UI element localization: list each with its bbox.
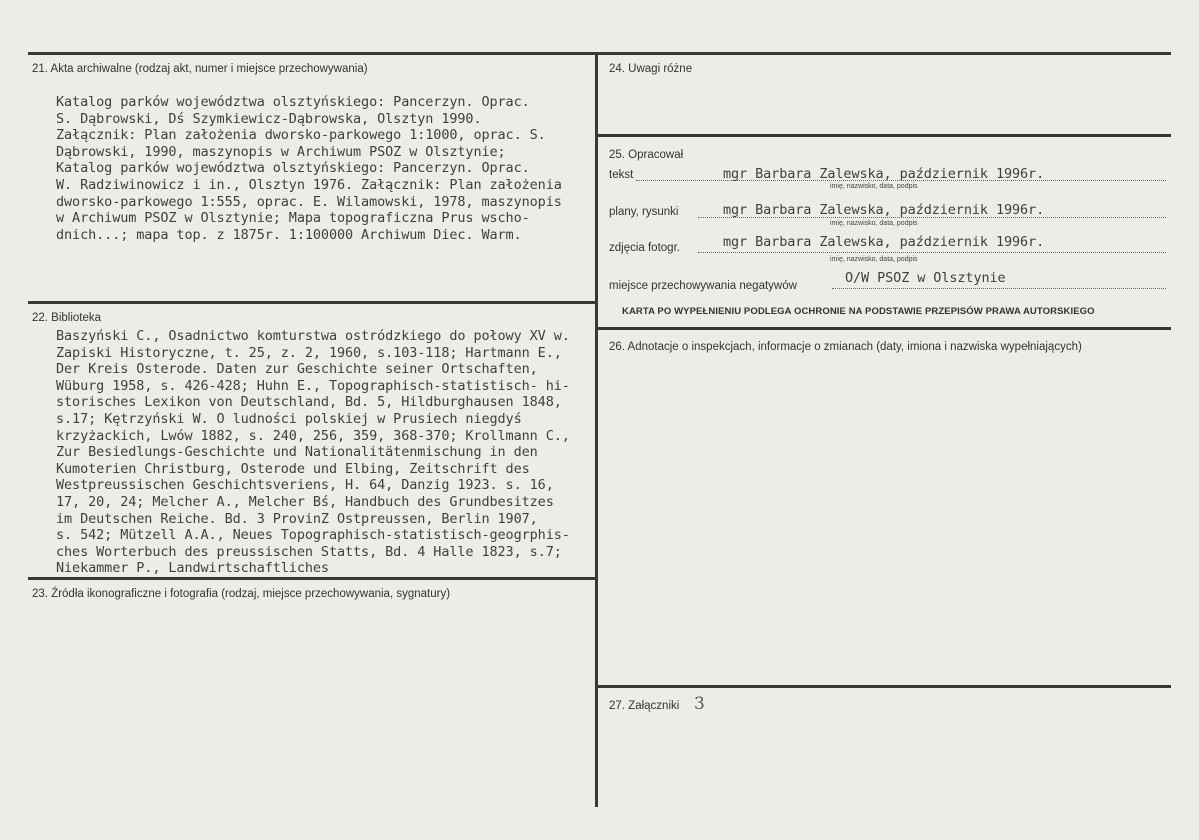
text-line: Zur Besiedlungs-Geschichte und Nationalitätenmischung in den bbox=[56, 444, 538, 461]
section-26-label: 26. Adnotacje o inspekcjach, informacje o zmianach (daty, imiona i nazwiska wypełniających) bbox=[609, 341, 1082, 353]
negatives-label: miejsce przechowywania negatywów bbox=[609, 280, 797, 292]
text-line: Katalog parków województwa olsztyńskiego: Pancerzyn. Oprac. bbox=[56, 160, 530, 177]
text-line: S. Dąbrowski, Dś Szymkiewicz-Dąbrowska, Olsztyn 1990. bbox=[56, 110, 482, 127]
section-24-label: 24. Uwagi różne bbox=[609, 63, 693, 75]
row-plany-label: plany, rysunki bbox=[609, 206, 679, 218]
section-21-label: 21. Akta archiwalne (rodzaj akt, numer i miejsce przechowywania) bbox=[32, 63, 368, 75]
rule-22-23 bbox=[28, 577, 598, 580]
text-line: s.17; Kętrzyński W. O ludności polskiej w Prusiech niegdyś bbox=[56, 410, 522, 427]
row-plany-caption: imię, nazwisko, data, podpis bbox=[830, 220, 918, 227]
text-line: krzyżackich, Lwów 1882, s. 240, 256, 359, 368-370; Krollmann C., bbox=[56, 427, 570, 444]
text-line: dworsko-parkowego 1:555, oprac. E. Wilamowski, 1978, maszynopis bbox=[56, 193, 562, 210]
row-zdjecia-caption: imię, nazwisko, data, podpis bbox=[830, 256, 918, 263]
row-zdjecia-line bbox=[698, 252, 1166, 253]
row-plany-value: mgr Barbara Zalewska, październik 1996r. bbox=[723, 202, 1045, 218]
text-line: Westpreussischen Geschichtsveriens, H. 64, Danzig 1923. s. 16, bbox=[56, 477, 554, 494]
row-zdjecia-label: zdjęcia fotogr. bbox=[609, 242, 680, 254]
rule-21-22 bbox=[28, 301, 598, 304]
text-line: Niekammer P., Landwirtschaftliches bbox=[56, 560, 329, 577]
text-line: Zapiski Historyczne, t. 25, z. 2, 1960, s.103-118; Hartmann E., bbox=[56, 344, 562, 361]
text-line: s. 542; Mützell A.A., Neues Topographisch-statistisch-geogrphis- bbox=[56, 527, 570, 544]
row-zdjecia-value: mgr Barbara Zalewska, październik 1996r. bbox=[723, 234, 1045, 250]
text-line: dnich...; mapa top. z 1875r. 1:100000 Archiwum Diec. Warm. bbox=[56, 226, 522, 243]
negatives-value: O/W PSOZ w Olsztynie bbox=[845, 270, 1006, 286]
text-line: W. Radziwinowicz i in., Olsztyn 1976. Załącznik: Plan założenia bbox=[56, 176, 562, 193]
section-23-label: 23. Źródła ikonograficzne i fotografia (rodzaj, miejsce przechowywania, sygnatury) bbox=[32, 588, 451, 600]
rule-26-27 bbox=[598, 685, 1171, 688]
text-line: im Deutschen Reiche. Bd. 3 ProvinZ Ostpreussen, Berlin 1907, bbox=[56, 510, 538, 527]
section-27-label: 27. Załączniki bbox=[609, 700, 680, 712]
section-21-text bbox=[56, 94, 562, 243]
row-tekst-value: mgr Barbara Zalewska, październik 1996r. bbox=[723, 166, 1045, 182]
section-22-text bbox=[56, 328, 596, 577]
negatives-line bbox=[832, 288, 1166, 289]
text-line: Załącznik: Plan założenia dworsko-parkowego 1:1000, oprac. S. bbox=[56, 127, 546, 144]
text-line: Baszyński C., Osadnictwo komturstwa ostródzkiego do połowy XV w. bbox=[56, 328, 570, 344]
attachments-count: 3 bbox=[694, 694, 705, 714]
copyright-notice: KARTA PO WYPEŁNIENIU PODLEGA OCHRONIE NA PODSTAWIE PRZEPISÓW PRAWA AUTORSKIEGO bbox=[622, 306, 1095, 317]
text-line: Der Kreis Osterode. Daten zur Geschichte seiner Ortschaften, bbox=[56, 361, 538, 378]
text-line: Katalog parków województwa olsztyńskiego: Pancerzyn. Oprac. bbox=[56, 94, 530, 110]
section-22-label: 22. Biblioteka bbox=[32, 312, 102, 324]
top-rule bbox=[28, 52, 1171, 55]
text-line: ches Worterbuch des preussischen Statts, Bd. 4 Halle 1823, s.7; bbox=[56, 543, 562, 560]
rule-24-25 bbox=[598, 134, 1171, 137]
text-line: w Archiwum PSOZ w Olsztynie; Mapa topograficzna Prus wscho- bbox=[56, 210, 530, 227]
text-line: Wüburg 1958, s. 426-428; Huhn E., Topographisch-statistisch- hi- bbox=[56, 377, 570, 394]
text-line: Kumoterien Christburg, Osterode und Elbing, Zeitschrift des bbox=[56, 460, 530, 477]
row-tekst-caption: imię, nazwisko, data, podpis bbox=[830, 183, 918, 190]
row-tekst-label: tekst bbox=[609, 169, 634, 181]
section-25-label: 25. Opracował bbox=[609, 149, 684, 161]
text-line: 17, 20, 24; Melcher A., Melcher Bś, Handbuch des Grundbesitzes bbox=[56, 493, 554, 510]
text-line: Dąbrowski, 1990, maszynopis w Archiwum PSOZ w Olsztynie; bbox=[56, 143, 506, 160]
text-line: storisches Lexikon von Deutschland, Bd. 5, Hildburghausen 1848, bbox=[56, 394, 562, 411]
rule-25-26 bbox=[598, 327, 1171, 330]
